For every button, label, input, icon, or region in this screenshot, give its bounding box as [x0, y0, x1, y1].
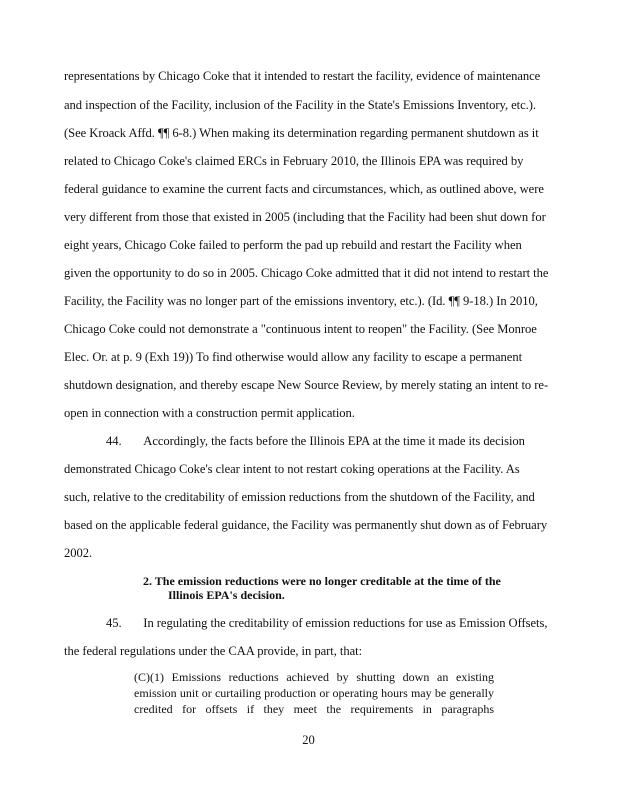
- block-quote-line: credited for offsets if they meet the requirements in paragraphs: [134, 702, 494, 716]
- body-line: demonstrated Chicago Coke's clear intent to not restart coking operations at the Facility. As: [64, 462, 520, 476]
- body-line: related to Chicago Coke's claimed ERCs in February 2010, the Illinois EPA was required by: [64, 154, 524, 168]
- paragraph-text: Accordingly, the facts before the Illinois EPA at the time it made its decision: [143, 434, 525, 448]
- body-line: based on the applicable federal guidance, the Facility was permanently shut down as of February: [64, 518, 548, 532]
- section-heading: 2. The emission reductions were no longer creditable at the time of the: [143, 574, 501, 588]
- body-line: eight years, Chicago Coke failed to perform the pad up rebuild and restart the Facility when: [64, 238, 522, 252]
- body-line: Elec. Or. at p. 9 (Exh 19)) To find otherwise would allow any facility to escape a permanent: [64, 350, 523, 364]
- paragraph-45-first-line: [106, 615, 547, 631]
- body-line: and inspection of the Facility, inclusion of the Facility in the State's Emissions Inventory, etc.).: [64, 98, 537, 112]
- body-line: federal guidance to examine the current facts and circumstances, which, as outlined above, were: [64, 182, 544, 196]
- body-line: representations by Chicago Coke that it intended to restart the facility, evidence of maintenance: [64, 69, 541, 83]
- paragraph-number: 45.: [106, 616, 122, 630]
- block-quote-line: emission unit or curtailing production or operating hours may be generally: [134, 686, 494, 700]
- body-line: Facility, the Facility was no longer part of the emissions inventory, etc.). (Id. ¶¶ 9-18.) In 2010,: [64, 294, 538, 308]
- body-line: shutdown designation, and thereby escape New Source Review, by merely stating an intent to re-: [64, 378, 549, 392]
- body-line: such, relative to the creditability of emission reductions from the shutdown of the Facility, and: [64, 490, 535, 504]
- body-line: 2002.: [64, 546, 93, 560]
- body-line: Chicago Coke could not demonstrate a "continuous intent to reopen" the Facility. (See Monroe: [64, 322, 537, 336]
- body-line: open in connection with a construction permit application.: [64, 406, 355, 420]
- paragraph-number: 44.: [106, 434, 122, 448]
- paragraph-44-first-line: [106, 433, 525, 449]
- page-number: 20: [302, 733, 315, 747]
- block-quote-line: (C)(1) Emissions reductions achieved by shutting down an existing: [134, 670, 494, 684]
- body-line: (See Kroack Affd. ¶¶ 6-8.) When making its determination regarding permanent shutdown as it: [64, 126, 539, 140]
- body-line: given the opportunity to do so in 2005. Chicago Coke admitted that it did not intend to restart the: [64, 266, 549, 280]
- body-line: the federal regulations under the CAA provide, in part, that:: [64, 644, 363, 658]
- section-heading-continued: Illinois EPA's decision.: [168, 588, 285, 602]
- body-line: very different from those that existed in 2005 (including that the Facility had been shut down for: [64, 210, 546, 224]
- paragraph-text: In regulating the creditability of emission reductions for use as Emission Offsets,: [143, 616, 548, 630]
